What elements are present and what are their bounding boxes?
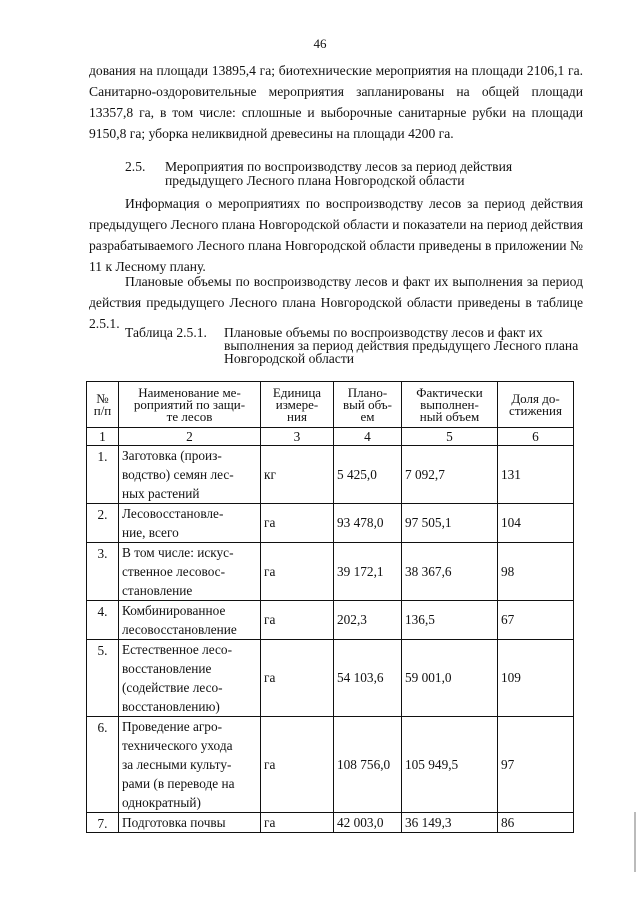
unit-cell: га xyxy=(261,543,334,601)
header-line: измере- xyxy=(275,396,319,412)
activity-name-cell xyxy=(119,446,261,504)
table-caption-text: Плановые объемы по воспроизводству лесов и факт их выполнения за период действия предыдущего Лесного плана Новгородской области xyxy=(224,325,579,366)
header-line: Единица xyxy=(272,384,322,400)
table-row xyxy=(87,717,574,813)
header-cell xyxy=(261,382,334,428)
header-line: Наименование ме- xyxy=(138,384,241,400)
section-number: 2.5. xyxy=(125,159,146,174)
activity-name-line: технического ухода xyxy=(122,738,233,753)
activity-name-line: однократный) xyxy=(122,795,201,810)
header-line: стижения xyxy=(509,402,562,418)
activity-name-line: Комбинированное xyxy=(122,603,226,618)
activity-name-line: лесовосстановление xyxy=(122,622,237,637)
column-number-cell: 5 xyxy=(402,428,498,446)
activity-name-line: водство) семян лес- xyxy=(122,467,234,482)
achievement-share-cell: 67 xyxy=(498,601,574,640)
activity-name-line: Проведение агро- xyxy=(122,719,223,734)
header-line: п/п xyxy=(93,402,112,418)
column-number-cell: 2 xyxy=(119,428,261,446)
activity-name-line: за лесными культу- xyxy=(122,757,232,772)
row-number-cell: 7. xyxy=(87,813,119,833)
activity-name-line: становление xyxy=(122,583,193,598)
planned-volume-cell: 108 756,0 xyxy=(334,717,402,813)
activity-name-line: В том числе: искус- xyxy=(122,545,234,560)
table-row xyxy=(87,601,574,640)
column-number-cell: 1 xyxy=(87,428,119,446)
header-cell xyxy=(334,382,402,428)
table-header-row xyxy=(87,382,574,428)
column-number-row xyxy=(87,428,574,446)
unit-cell: га xyxy=(261,504,334,543)
header-line: ем xyxy=(360,408,375,424)
header-cell xyxy=(402,382,498,428)
activity-name-line: ных растений xyxy=(122,486,200,501)
row-number-cell: 1. xyxy=(87,446,119,504)
activity-name-cell xyxy=(119,813,261,833)
planned-volume-cell: 39 172,1 xyxy=(334,543,402,601)
header-line: роприятий по защи- xyxy=(133,396,246,412)
achievement-share-cell: 131 xyxy=(498,446,574,504)
unit-cell: га xyxy=(261,813,334,833)
table-caption-label: Таблица 2.5.1. xyxy=(125,325,207,340)
achievement-share-cell: 97 xyxy=(498,717,574,813)
page-number: 46 xyxy=(313,36,327,51)
paragraph-2: Информация о мероприятиях по воспроизводству лесов за период действия предыдущего Лесного плана Новгородской области и показатели на период действия разрабатываемого Лесного плана Новгородской области приведены в приложении № 11 к Лесному плану. xyxy=(89,196,583,274)
table-row xyxy=(87,543,574,601)
unit-cell: кг xyxy=(261,446,334,504)
achievement-share-cell: 109 xyxy=(498,640,574,717)
activity-name-line: ние, всего xyxy=(122,525,179,540)
header-line: ния xyxy=(287,408,307,424)
unit-cell: га xyxy=(261,640,334,717)
activity-name-cell xyxy=(119,601,261,640)
row-number-cell: 3. xyxy=(87,543,119,601)
table-row xyxy=(87,446,574,504)
activity-name-cell xyxy=(119,717,261,813)
header-line: Фактически xyxy=(416,384,483,400)
table-row xyxy=(87,640,574,717)
table-row xyxy=(87,813,574,833)
planned-volume-cell: 93 478,0 xyxy=(334,504,402,543)
column-number-cell: 4 xyxy=(334,428,402,446)
row-number-cell: 6. xyxy=(87,717,119,813)
header-cell xyxy=(498,382,574,428)
activity-name-line: восстановлению) xyxy=(122,699,220,714)
actual-volume-cell: 36 149,3 xyxy=(402,813,498,833)
achievement-share-cell: 86 xyxy=(498,813,574,833)
header-cell xyxy=(119,382,261,428)
table-row xyxy=(87,504,574,543)
planned-volume-cell: 5 425,0 xyxy=(334,446,402,504)
achievement-share-cell: 104 xyxy=(498,504,574,543)
header-line: Плано- xyxy=(347,384,388,400)
actual-volume-cell: 59 001,0 xyxy=(402,640,498,717)
column-number-cell: 3 xyxy=(261,428,334,446)
paragraph-3: Плановые объемы по воспроизводству лесов и факт их выполнения за период действия предыдущего Лесного плана Новгородской области приведены в таблице 2.5.1. xyxy=(89,274,583,331)
activity-name-cell xyxy=(119,543,261,601)
activity-name-line: Заготовка (произ- xyxy=(122,448,222,463)
row-number-cell: 2. xyxy=(87,504,119,543)
planned-volume-cell: 54 103,6 xyxy=(334,640,402,717)
actual-volume-cell: 7 092,7 xyxy=(402,446,498,504)
actual-volume-cell: 105 949,5 xyxy=(402,717,498,813)
actual-volume-cell: 136,5 xyxy=(402,601,498,640)
unit-cell: га xyxy=(261,717,334,813)
header-line: Доля до- xyxy=(511,390,560,406)
activity-name-line: рами (в переводе на xyxy=(122,776,235,791)
planned-volume-cell: 202,3 xyxy=(334,601,402,640)
activity-name-cell xyxy=(119,640,261,717)
planned-volume-cell: 42 003,0 xyxy=(334,813,402,833)
actual-volume-cell: 38 367,6 xyxy=(402,543,498,601)
header-line: ный объем xyxy=(419,408,480,424)
row-number-cell: 5. xyxy=(87,640,119,717)
header-line: № xyxy=(96,390,109,406)
header-cell xyxy=(87,382,119,428)
activity-name-line: Подготовка почвы xyxy=(122,815,226,830)
section-title: Мероприятия по воспроизводству лесов за период действия предыдущего Лесного плана Новгородской области xyxy=(165,159,513,188)
actual-volume-cell: 97 505,1 xyxy=(402,504,498,543)
achievement-share-cell: 98 xyxy=(498,543,574,601)
header-line: вый объ- xyxy=(343,396,392,412)
scan-margin-mark xyxy=(634,812,636,872)
header-line: те лесов xyxy=(166,408,213,424)
paragraph-1: дования на площади 13895,4 га; биотехнические мероприятия на площади 2106,1 га. Санитарно-оздоровительные мероприятия запланированы на общей площади 13357,8 га, в том числе: сплошные и выборочные санитарные рубки на площади 9150,8 га; уборка неликвидной древесины на площади 4200 га. xyxy=(89,63,583,141)
activity-name-line: ственное лесовос- xyxy=(122,564,225,579)
header-line: выполнен- xyxy=(420,396,479,412)
activity-name-line: восстановление xyxy=(122,661,212,676)
column-number-cell: 6 xyxy=(498,428,574,446)
activity-name-line: Лесовосстановле- xyxy=(122,506,224,521)
activity-name-line: (содействие лесо- xyxy=(122,680,223,695)
row-number-cell: 4. xyxy=(87,601,119,640)
activity-name-cell xyxy=(119,504,261,543)
activity-name-line: Естественное лесо- xyxy=(122,642,232,657)
unit-cell: га xyxy=(261,601,334,640)
reforestation-table xyxy=(86,381,574,833)
